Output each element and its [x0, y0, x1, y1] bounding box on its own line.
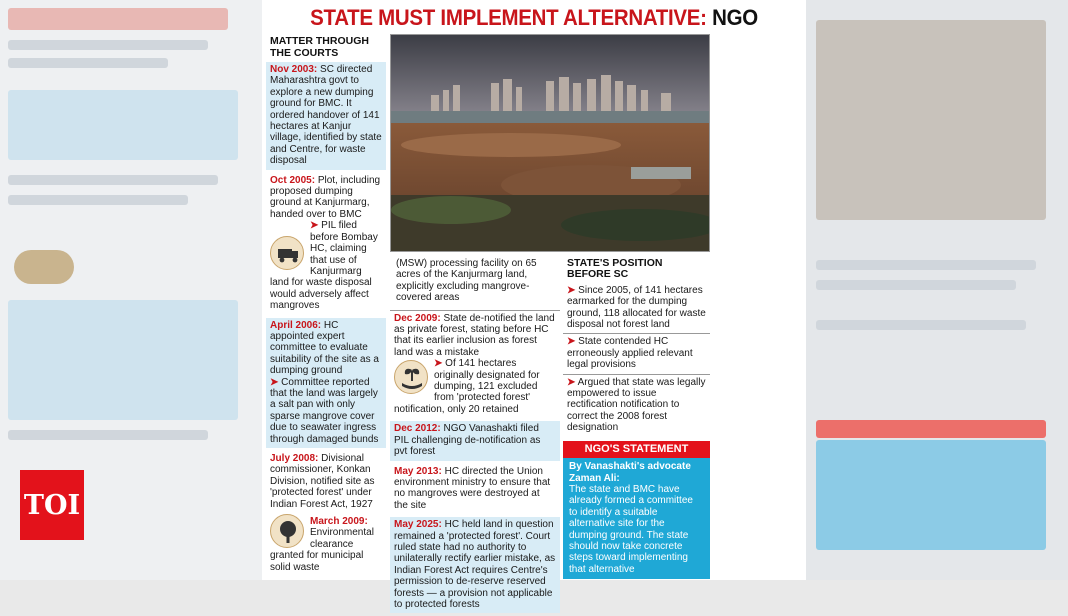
entry-bullet: PIL filed before Bombay HC, claiming that use of Kanjurmarg land for waste disposal would adversely affect mangroves	[270, 220, 378, 312]
ngo-quote: The state and BMC have already formed a committee to identify a suitable alternative site for the dumping ground. The state should now take concrete steps toward implementing that alternative	[569, 483, 693, 575]
entry-bullet: Of 141 hectares originally designated for dumping, 121 excluded from 'protected forest' notification, only 20 retained	[394, 358, 540, 415]
entry-date: Dec 2009:	[394, 312, 441, 324]
plant-hand-icon	[394, 360, 428, 394]
entry-date: Nov 2003:	[270, 64, 318, 75]
state-position-column	[563, 256, 710, 579]
state-position-item: ➤ Since 2005, of 141 hectares earmarked for the dumping ground, 118 allocated for waste disposal not forest land	[563, 283, 710, 335]
headline-main: STATE MUST IMPLEMENT ALTERNATIVE:	[310, 5, 707, 30]
entry-nov-2003	[266, 62, 386, 170]
entry-text: NGO Vanashakti filed PIL challenging de-notification as pvt forest	[394, 423, 541, 458]
entry-date: Dec 2012:	[394, 423, 441, 435]
arrow-bullet-icon: ➤	[567, 336, 576, 348]
entry-date: April 2006:	[270, 319, 322, 331]
headline-ngo: NGO	[712, 5, 758, 30]
entry-text: Plot, including proposed dumping ground at Kanjurmarg, handed over to BMC	[270, 174, 381, 220]
entry-jul-2008	[266, 451, 386, 513]
state-position-item: ➤ Argued that state was legally empowered to issue rectification notification to correct the 2008 forest designation	[567, 376, 706, 434]
entry-may-2025	[390, 517, 560, 613]
entry-date: July 2008:	[270, 453, 319, 464]
entry-apr-2006	[266, 318, 386, 448]
state-position-item: ➤ State contended HC erroneously applied relevant legal provisions	[563, 334, 710, 374]
entry-text: HC held land in question remained a 'protected forest'. Court ruled state had no authority to unilaterally rectify earlier mistake, as Indian Forest Act requires Centre's permission to de-reserve reserved forests — a provision not applicable to protected forests	[394, 519, 556, 610]
entry-date: Oct 2005:	[270, 174, 316, 186]
infographic	[262, 0, 806, 610]
entry-dec-2009	[390, 310, 560, 419]
headline	[281, 5, 787, 31]
garbage-truck-icon	[270, 236, 304, 270]
timeline-middle-column	[390, 256, 560, 616]
entry-may-2013	[390, 464, 560, 515]
arrow-bullet-icon: ➤	[310, 220, 319, 232]
arrow-bullet-icon: ➤	[270, 376, 279, 388]
entry-date: May 2013:	[394, 465, 442, 477]
toi-logo: TOI	[20, 470, 84, 540]
ngo-attribution: By Vanashakti's advocate Zaman Ali:	[569, 461, 691, 484]
entry-dec-2012	[390, 421, 560, 460]
dumping-ground-photo	[390, 34, 710, 252]
entry-oct-2005	[266, 173, 386, 315]
entry-text: SC directed Maharashtra govt to explore a new dumping ground for BMC. It ordered handover of 141 hectares at Kanjur village, identified by state and Centre, for waste disposal	[270, 64, 382, 167]
entry-mar-2009	[266, 516, 386, 576]
entry-mar-2009-cont	[390, 256, 560, 307]
arrow-bullet-icon: ➤	[434, 358, 443, 370]
ngo-statement-body	[563, 458, 710, 579]
entry-bullet: Committee reported that the land was largely a salt pan with only sparse mangrove cover due to seawater ingress through damaged bunds	[270, 376, 379, 445]
entry-text: (MSW) processing facility on 65 acres of the Kanjurmarg land, explicitly excluding mangrove-covered areas	[396, 258, 537, 304]
arrow-bullet-icon: ➤	[567, 376, 576, 388]
timeline-left-column	[266, 34, 386, 579]
state-position-title: STATE'S POSITION BEFORE SC	[567, 257, 663, 281]
left-blurred-background	[0, 0, 262, 580]
section-title: MATTER THROUGH THE COURTS	[270, 35, 369, 59]
entry-text: State de-notified the land as private forest, stating before HC that its earlier inclusion as forest land was a mistake	[394, 312, 555, 358]
tree-icon	[270, 514, 304, 548]
entry-text: Divisional commissioner, Konkan Division, notified site as 'protected forest' under Indian Forest Act, 1927	[270, 453, 375, 510]
entry-text: HC appointed expert committee to evaluate suitability of the site as a dumping ground	[270, 319, 379, 377]
entry-date: May 2025:	[394, 519, 442, 531]
entry-text: HC directed the Union environment ministry to ensure that no mangroves were destroyed at the site	[394, 465, 551, 511]
entry-text: Environmental clearance granted for municipal solid waste	[270, 527, 374, 573]
right-blurred-background	[806, 0, 1068, 580]
entry-date: March 2009:	[310, 516, 368, 528]
ngo-statement-title: NGO'S STATEMENT	[563, 441, 710, 458]
arrow-bullet-icon: ➤	[567, 284, 576, 296]
